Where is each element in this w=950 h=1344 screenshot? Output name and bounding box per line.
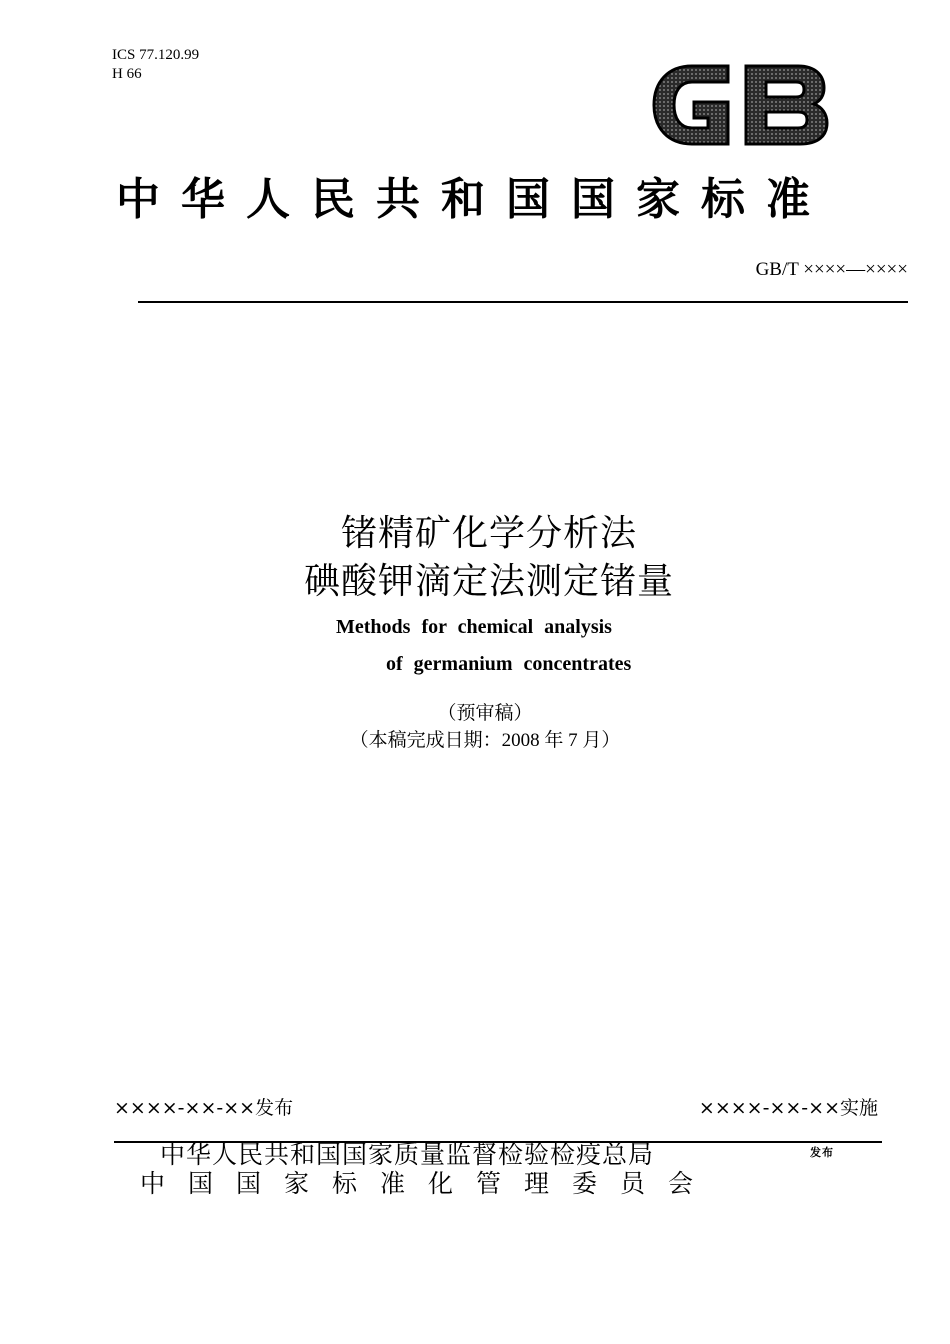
issue-word: 发布 <box>810 1146 834 1159</box>
implementation-date: ××××-××-××实施 <box>698 1097 878 1119</box>
issuer-sac: 中国国家标准化管理委员会 <box>140 1169 717 1198</box>
title-cn-line-2: 碘酸钾滴定法测定锗量 <box>303 561 674 602</box>
gb-logo-b <box>746 66 827 144</box>
ics-block <box>112 46 199 84</box>
draft-status: （预审稿） <box>437 703 533 724</box>
ics-code: ICS 77.120.99 <box>112 47 200 63</box>
issuer-aqsiq: 中华人民共和国国家质量监督检验检疫总局 <box>160 1140 655 1169</box>
header-divider <box>138 301 908 303</box>
standard-number: GB/T ××××—×××× <box>755 259 908 280</box>
category-code: H 66 <box>112 66 142 82</box>
title-cn-line-1: 锗精矿化学分析法 <box>340 513 637 554</box>
issue-date: ××××-××-××发布 <box>114 1097 294 1119</box>
gb-logo <box>650 56 830 154</box>
national-standard-heading: 中华人民共和国国家标准 <box>116 174 831 225</box>
draft-completion-date: （本稿完成日期：2008 年 7 月） <box>349 730 621 751</box>
title-en-line-1: Methods for chemical analysis <box>336 616 612 638</box>
title-en-line-2: of germanium concentrates <box>386 653 632 675</box>
gb-logo-g <box>654 66 728 144</box>
